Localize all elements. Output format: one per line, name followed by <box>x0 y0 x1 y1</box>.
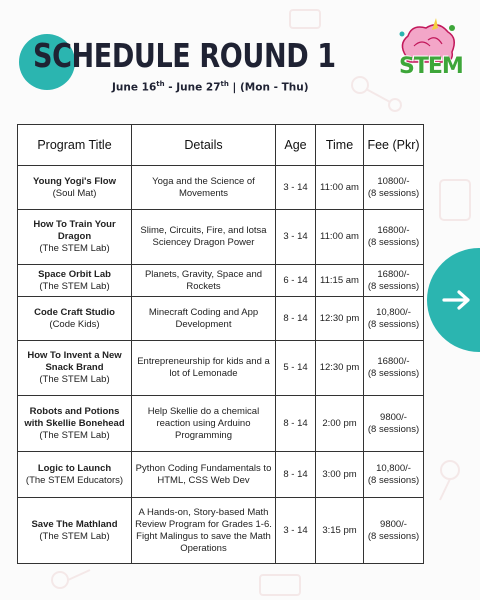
fee-cell <box>364 396 424 452</box>
date-end-suffix: th <box>220 80 229 88</box>
details-cell: Entrepreneurship for kids and a lot of Lemonade <box>132 341 276 396</box>
fee-cell <box>364 297 424 341</box>
program-venue: (The STEM Lab) <box>39 243 110 254</box>
column-header-program-title: Program Title <box>18 125 132 166</box>
table-row <box>18 166 424 210</box>
fee-amount: 16800/- <box>377 356 410 367</box>
program-venue: (The STEM Educators) <box>25 474 124 486</box>
fee-cell <box>364 498 424 564</box>
table-row <box>18 210 424 265</box>
date-mid: - June 27 <box>164 81 221 94</box>
table-row <box>18 498 424 564</box>
program-title: Save The Mathland <box>31 518 118 530</box>
column-header-details: Details <box>132 125 276 166</box>
fee-sessions: (8 sessions) <box>367 474 420 486</box>
fee-sessions: (8 sessions) <box>367 280 420 292</box>
fee-amount: 9800/- <box>380 518 407 530</box>
fee-cell <box>364 166 424 210</box>
fee-cell <box>364 265 424 297</box>
program-cell <box>18 452 132 498</box>
time-cell: 12:30 pm <box>316 341 364 396</box>
fee-amount: 9800/- <box>380 411 407 423</box>
table-row <box>18 396 424 452</box>
details-cell: Planets, Gravity, Space and Rockets <box>132 265 276 297</box>
fee-sessions: (8 sessions) <box>367 423 420 435</box>
fee-cell <box>364 210 424 265</box>
column-header-time: Time <box>316 125 364 166</box>
program-cell <box>18 297 132 341</box>
program-title: How To Train Your Dragon <box>33 219 116 242</box>
details-cell: Python Coding Fundamentals to HTML, CSS Web Dev <box>132 452 276 498</box>
age-cell: 8 - 14 <box>276 396 316 452</box>
program-venue: (Soul Mat) <box>52 187 97 199</box>
details-cell: A Hands-on, Story-based Math Review Program for Grades 1-6. Fight Malingus to save the Math Operations <box>132 498 276 564</box>
arrow-right-icon[interactable] <box>442 289 472 311</box>
date-start: June 16 <box>112 81 157 94</box>
column-header-fee: Fee (Pkr) <box>364 125 424 166</box>
program-cell <box>18 166 132 210</box>
program-cell <box>18 396 132 452</box>
program-cell <box>18 498 132 564</box>
program-venue: (Code Kids) <box>49 318 100 330</box>
fee-cell <box>364 341 424 396</box>
program-title: Code Craft Studio <box>34 306 115 318</box>
time-cell: 2:00 pm <box>316 396 364 452</box>
program-cell <box>18 265 132 297</box>
fee-sessions: (8 sessions) <box>367 318 420 330</box>
fee-cell <box>364 452 424 498</box>
schedule-table <box>17 124 424 564</box>
fee-amount: 10800/- <box>377 175 410 187</box>
table-row <box>18 265 424 297</box>
column-header-age: Age <box>276 125 316 166</box>
fee-sessions: (8 sessions) <box>367 187 420 199</box>
program-title: Robots and Potions with Skellie Bonehead <box>24 405 125 429</box>
fee-sessions: (8 sessions) <box>367 530 420 542</box>
date-start-suffix: th <box>156 80 165 88</box>
fee-amount: 16800/- <box>377 225 410 236</box>
page-title: SCHEDULE ROUND 1 <box>33 36 336 75</box>
program-title: Logic to Launch <box>37 462 112 474</box>
details-cell: Yoga and the Science of Movements <box>132 166 276 210</box>
fee-sessions: (8 sessions) <box>367 368 420 379</box>
time-cell: 3:15 pm <box>316 498 364 564</box>
table-row <box>18 297 424 341</box>
program-title: How To Invent a New Snack Brand <box>27 350 122 373</box>
details-cell: Minecraft Coding and App Development <box>132 297 276 341</box>
age-cell: 3 - 14 <box>276 210 316 265</box>
age-cell: 8 - 14 <box>276 452 316 498</box>
time-cell: 11:00 am <box>316 166 364 210</box>
age-cell: 5 - 14 <box>276 341 316 396</box>
program-title: Space Orbit Lab <box>38 268 111 280</box>
time-cell: 3:00 pm <box>316 452 364 498</box>
logo-text: STEM <box>399 54 463 79</box>
time-cell: 11:00 am <box>316 210 364 265</box>
program-venue: (The STEM Lab) <box>39 530 110 542</box>
fee-amount: 16800/- <box>377 268 410 280</box>
program-venue: (The STEM Lab) <box>39 280 110 292</box>
program-title: Young Yogi's Flow <box>32 175 116 187</box>
age-cell: 3 - 14 <box>276 166 316 210</box>
table-header-row <box>18 125 424 166</box>
program-cell <box>18 341 132 396</box>
program-cell <box>18 210 132 265</box>
age-cell: 6 - 14 <box>276 265 316 297</box>
program-venue: (The STEM Lab) <box>39 374 110 385</box>
age-cell: 8 - 14 <box>276 297 316 341</box>
age-cell: 3 - 14 <box>276 498 316 564</box>
fee-amount: 10,800/- <box>376 306 411 318</box>
fee-sessions: (8 sessions) <box>367 237 420 248</box>
details-cell: Help Skellie do a chemical reaction using Arduino Programming <box>132 396 276 452</box>
program-venue: (The STEM Lab) <box>39 429 110 441</box>
table-row <box>18 452 424 498</box>
time-cell: 11:15 am <box>316 265 364 297</box>
time-cell: 12:30 pm <box>316 297 364 341</box>
details-cell: Slime, Circuits, Fire, and lotsa Sciencey Dragon Power <box>132 210 276 265</box>
table-row <box>18 341 424 396</box>
date-days: | (Mon - Thu) <box>228 81 309 94</box>
fee-amount: 10,800/- <box>376 462 411 474</box>
date-range <box>112 80 309 94</box>
